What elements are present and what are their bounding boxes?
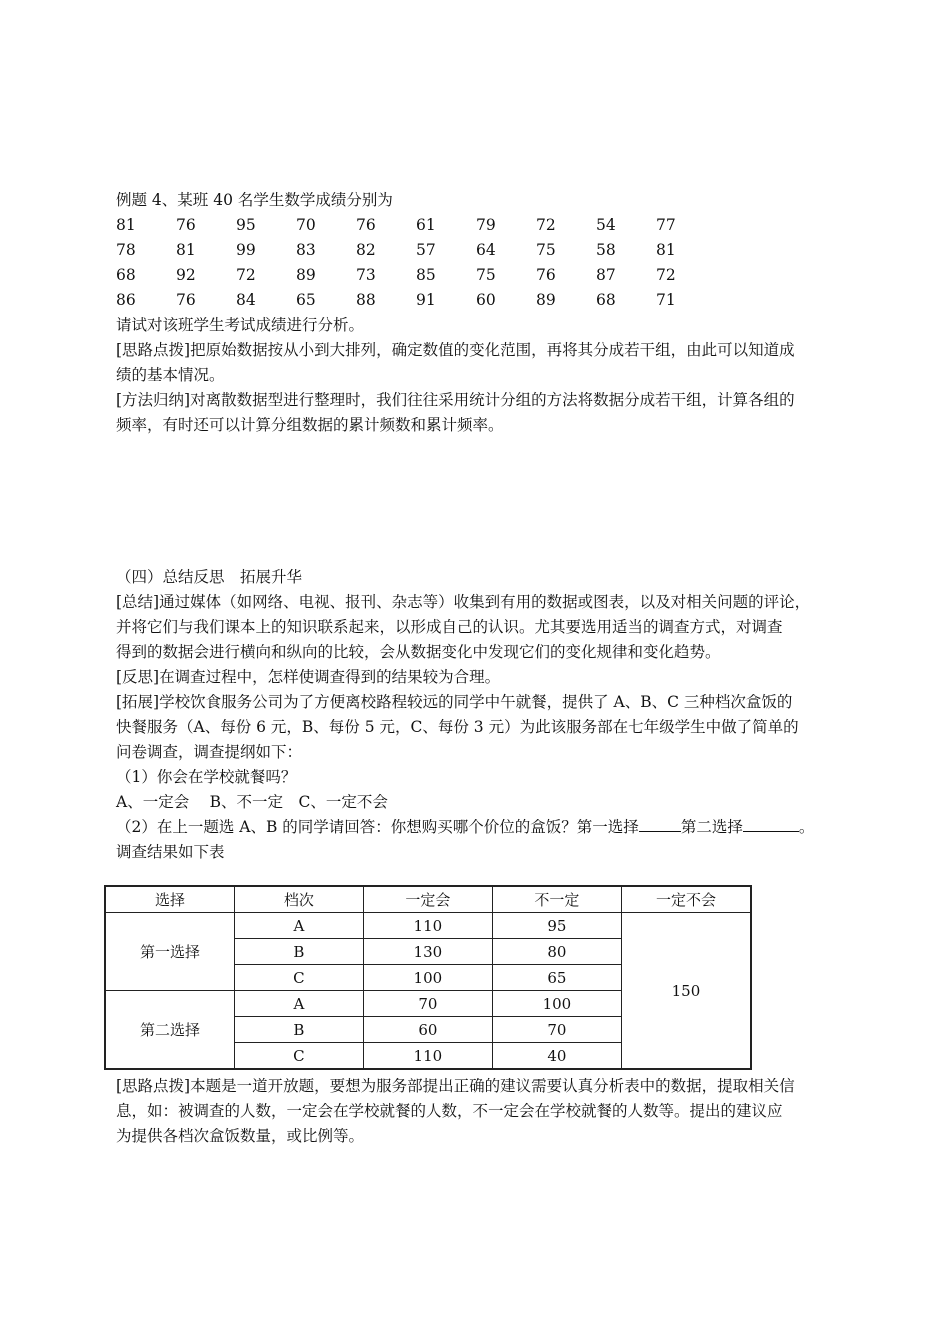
maybe-cell: 100 xyxy=(492,991,621,1017)
question-2-end: 。 xyxy=(798,818,815,836)
method-line: 频率，有时还可以计算分组数据的累计频数和累计频率。 xyxy=(116,416,504,434)
maybe-cell: 65 xyxy=(492,965,621,991)
question-2 xyxy=(116,815,838,840)
maybe-cell: 95 xyxy=(492,913,621,939)
score-cell: 82 xyxy=(356,241,376,259)
table-header: 不一定 xyxy=(492,886,621,913)
score-cell: 61 xyxy=(416,216,436,234)
example-title: 例题 4、某班 40 名学生数学成绩分别为 xyxy=(116,191,393,209)
question-2-text: （2）在上一题选 A、B 的同学请回答：你想购买哪个价位的盒饭？第一选择 xyxy=(116,818,639,836)
score-cell: 83 xyxy=(296,241,316,259)
group-label: 第二选择 xyxy=(105,991,234,1070)
score-cell: 75 xyxy=(536,241,556,259)
level-cell: B xyxy=(234,1017,363,1043)
final-hint xyxy=(116,1074,838,1149)
score-cell: 78 xyxy=(116,241,136,259)
table-header-row xyxy=(105,886,751,913)
final-hint-line: 为提供各档次盒饭数量，或比例等。 xyxy=(116,1127,365,1145)
score-cell: 64 xyxy=(476,241,496,259)
expand-line: [拓展]学校饮食服务公司为了方便离校路程较远的同学中午就餐，提供了 A、B、C 三种档次盒饭的 xyxy=(116,693,793,711)
final-hint-line: 息，如：被调查的人数，一定会在学校就餐的人数，不一定会在学校就餐的人数等。提出的建议应 xyxy=(116,1102,783,1120)
yes-cell: 110 xyxy=(363,1043,492,1070)
score-cell: 70 xyxy=(296,216,316,234)
score-grid xyxy=(116,213,838,313)
expand-line: 快餐服务（A、每份 6 元，B、每份 5 元，C、每份 3 元）为此该服务部在七年级学生中做了简单的 xyxy=(116,718,799,736)
score-cell: 81 xyxy=(176,241,196,259)
yes-cell: 60 xyxy=(363,1017,492,1043)
score-cell: 76 xyxy=(176,291,196,309)
score-cell: 88 xyxy=(356,291,376,309)
score-cell: 89 xyxy=(536,291,556,309)
score-cell: 76 xyxy=(176,216,196,234)
score-cell: 87 xyxy=(596,266,616,284)
score-cell: 81 xyxy=(656,241,676,259)
section-heading: （四）总结反思 拓展升华 xyxy=(116,568,303,586)
table-caption: 调查结果如下表 xyxy=(116,843,225,861)
score-cell: 72 xyxy=(236,266,256,284)
score-cell: 92 xyxy=(176,266,196,284)
expand-line: 问卷调查，调查提纲如下： xyxy=(116,743,303,761)
summary-line: 得到的数据会进行横向和纵向的比较，会从数据变化中发现它们的变化规律和变化趋势。 xyxy=(116,643,721,661)
score-cell: 68 xyxy=(596,291,616,309)
score-cell: 99 xyxy=(236,241,256,259)
score-cell: 76 xyxy=(536,266,556,284)
table-header: 选择 xyxy=(105,886,234,913)
score-cell: 95 xyxy=(236,216,256,234)
score-cell: 65 xyxy=(296,291,316,309)
yes-cell: 130 xyxy=(363,939,492,965)
score-cell: 75 xyxy=(476,266,496,284)
score-cell: 76 xyxy=(356,216,376,234)
second-choice-blank[interactable] xyxy=(743,815,799,832)
score-cell: 81 xyxy=(116,216,136,234)
score-cell: 85 xyxy=(416,266,436,284)
method-line: [方法归纳]对离散数据型进行整理时，我们往往采用统计分组的方法将数据分成若干组，计算各组的 xyxy=(116,391,795,409)
hint-line: [思路点拨]把原始数据按从小到大排列，确定数值的变化范围，再将其分成若干组，由此可以知道成 xyxy=(116,341,795,359)
score-cell: 91 xyxy=(416,291,436,309)
yes-cell: 70 xyxy=(363,991,492,1017)
score-cell: 68 xyxy=(116,266,136,284)
score-cell: 72 xyxy=(656,266,676,284)
first-choice-blank[interactable] xyxy=(639,815,681,832)
table-row xyxy=(105,913,751,939)
score-cell: 73 xyxy=(356,266,376,284)
score-cell: 57 xyxy=(416,241,436,259)
score-cell: 71 xyxy=(656,291,676,309)
score-cell: 77 xyxy=(656,216,676,234)
table-header: 档次 xyxy=(234,886,363,913)
yes-cell: 100 xyxy=(363,965,492,991)
hint-line: 绩的基本情况。 xyxy=(116,366,225,384)
level-cell: A xyxy=(234,913,363,939)
yes-cell: 110 xyxy=(363,913,492,939)
question-1: （1）你会在学校就餐吗？ xyxy=(116,768,297,786)
reflect-line: [反思]在调查过程中，怎样使调查得到的结果较为合理。 xyxy=(116,668,501,686)
summary-line: [总结]通过媒体（如网络、电视、报刊、杂志等）收集到有用的数据或图表，以及对相关问题的评论， xyxy=(116,593,811,611)
group-label: 第一选择 xyxy=(105,913,234,991)
level-cell: C xyxy=(234,965,363,991)
never-cell: 150 xyxy=(621,913,751,1070)
score-cell: 84 xyxy=(236,291,256,309)
maybe-cell: 40 xyxy=(492,1043,621,1070)
score-cell: 54 xyxy=(596,216,616,234)
score-cell: 60 xyxy=(476,291,496,309)
level-cell: C xyxy=(234,1043,363,1070)
level-cell: B xyxy=(234,939,363,965)
score-cell: 79 xyxy=(476,216,496,234)
question-2-mid: 第二选择 xyxy=(680,818,743,836)
table-header: 一定不会 xyxy=(621,886,751,913)
score-cell: 58 xyxy=(596,241,616,259)
question-1-options: A、一定会 B、不一定 C、一定不会 xyxy=(116,793,388,811)
level-cell: A xyxy=(234,991,363,1017)
final-hint-line: [思路点拨]本题是一道开放题，要想为服务部提出正确的建议需要认真分析表中的数据，提取相关信 xyxy=(116,1077,795,1095)
score-cell: 72 xyxy=(536,216,556,234)
summary-line: 并将它们与我们课本上的知识联系起来，以形成自己的认识。尤其要选用适当的调查方式，对调查 xyxy=(116,618,783,636)
survey-results-table xyxy=(104,885,752,1070)
maybe-cell: 80 xyxy=(492,939,621,965)
document-body xyxy=(116,188,838,865)
score-cell: 89 xyxy=(296,266,316,284)
example-question: 请试对该班学生考试成绩进行分析。 xyxy=(116,316,365,334)
score-cell: 86 xyxy=(116,291,136,309)
maybe-cell: 70 xyxy=(492,1017,621,1043)
table-header: 一定会 xyxy=(363,886,492,913)
